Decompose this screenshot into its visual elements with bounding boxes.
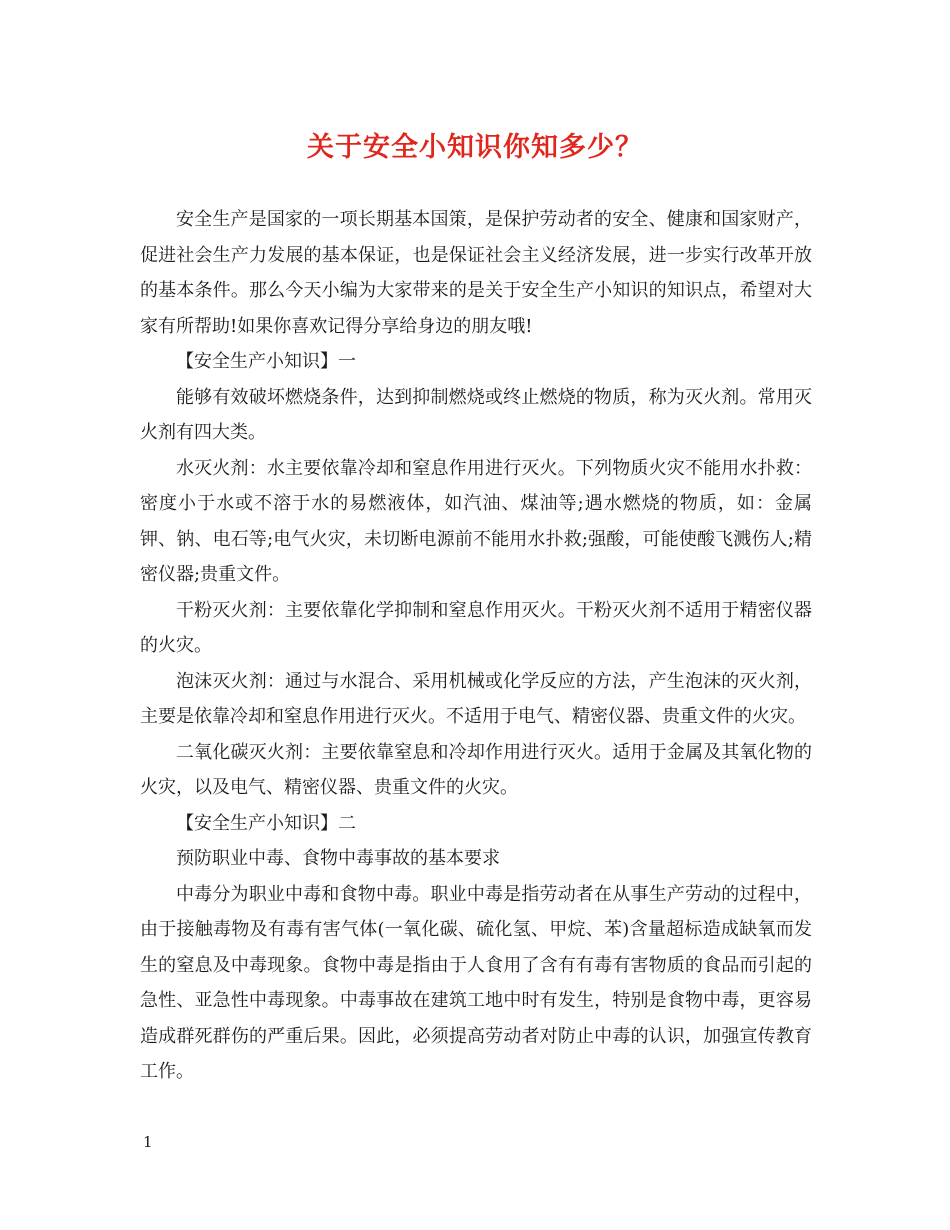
page-number: 1 <box>143 1133 153 1151</box>
section-heading-2: 【安全生产小知识】二 <box>176 812 356 834</box>
paragraph-co2-agent: 二氧化碳灭火剂：主要依靠窒息和冷却作用进行灭火。适用于金属及其氧化物的火灾，以及电气、精密仪器、贵重文件的火灾。 <box>140 741 812 798</box>
section-heading-1: 【安全生产小知识】一 <box>176 351 356 372</box>
paragraph-extinguishing-agents: 能够有效破坏燃烧条件，达到抑制燃烧或终止燃烧的物质，称为灭火剂。常用灭火剂有四大类。 <box>140 386 812 443</box>
paragraph-dry-powder-agent: 干粉灭火剂：主要依靠化学抑制和窒息作用灭火。干粉灭火剂不适用于精密仪器的火灾。 <box>140 599 812 656</box>
intro-paragraph: 安全生产是国家的一项长期基本国策，是保护劳动者的安全、健康和国家财产，促进社会生产力发展的基本保证，也是保证社会主义经济发展，进一步实行改革开放的基本条件。那么今天小编为大家带来的是关于安全生产小知识的知识点，希望对大家有所帮助!如果你喜欢记得分享给身边的朋友哦! <box>140 209 812 337</box>
paragraph-poisoning-details: 中毒分为职业中毒和食物中毒。职业中毒是指劳动者在从事生产劳动的过程中，由于接触毒物及有毒有害气体(一氧化碳、硫化氢、甲烷、苯)含量超标造成缺氧而发生的窒息及中毒现象。食物中毒是指由于人食用了含有有毒有害物质的食品而引起的急性、亚急性中毒现象。中毒事故在建筑工地中时有发生，特别是食物中毒，更容易造成群死群伤的严重后果。因此，必须提高劳动者对防止中毒的认识，加强宣传教育工作。 <box>140 883 812 1082</box>
document-title: 关于安全小知识你知多少？ <box>307 132 643 163</box>
paragraph-poisoning-requirements: 预防职业中毒、食物中毒事故的基本要求 <box>176 848 500 869</box>
paragraph-water-agent: 水灭火剂：水主要依靠冷却和窒息作用进行灭火。下列物质火灾不能用水扑救：密度小于水或不溶于水的易燃液体，如汽油、煤油等;遇水燃烧的物质，如：金属钾、钠、电石等;电气火灾，未切断电源前不能用水扑救;强酸，可能使酸飞溅伤人;精密仪器;贵重文件。 <box>140 457 812 585</box>
paragraph-foam-agent: 泡沫灭火剂：通过与水混合、采用机械或化学反应的方法，产生泡沫的灭火剂，主要是依靠冷却和窒息作用进行灭火。不适用于电气、精密仪器、贵重文件的火灾。 <box>140 670 812 727</box>
document-body <box>140 202 812 1090</box>
